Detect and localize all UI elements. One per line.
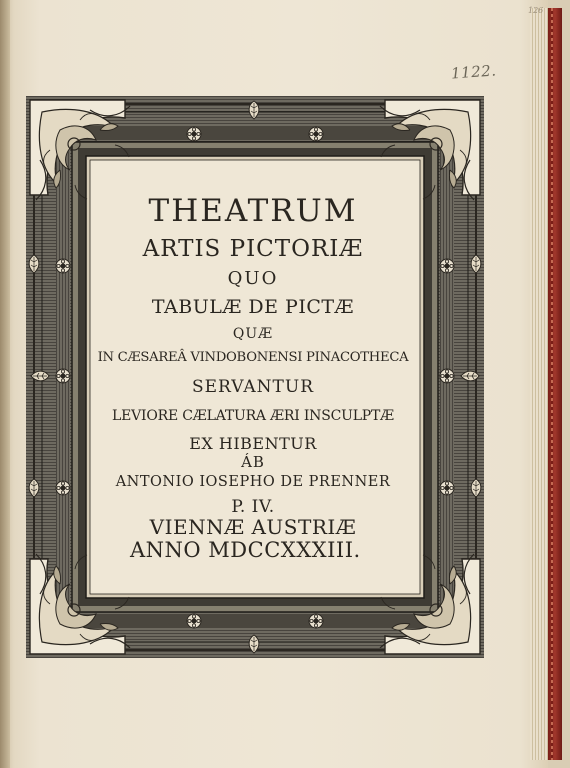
title-line-servantur: SERVANTUR: [192, 377, 314, 397]
title-line-author: ANTONIO IOSEPHO DE PRENNER: [115, 474, 391, 490]
page-edges: [530, 8, 548, 760]
title-line-tabulae: TABULÆ DE PICTÆ: [151, 296, 355, 318]
title-line-quae: QUÆ: [232, 326, 274, 342]
title-line-artis-pictoriae: ARTIS PICTORIÆ: [142, 236, 364, 262]
title-line-ab: ÁB: [241, 453, 265, 471]
title-line-caelatura: LEVIORE CÆLATURA ÆRI INSCULPTÆ: [112, 408, 394, 424]
title-line-part: P. IV.: [231, 497, 275, 517]
book-cover-edge: [548, 8, 562, 760]
page-number: 126: [528, 6, 544, 15]
title-line-theatrum: THEATRUM: [148, 193, 358, 229]
title-line-place: VIENNÆ AUSTRIÆ: [149, 515, 357, 539]
page-gutter: [0, 0, 10, 768]
shelf-mark: 1122.: [450, 61, 498, 83]
title-line-exhibentur: EX HIBENTUR: [189, 434, 317, 453]
title-line-year: ANNO MDCCXXXIII.: [130, 538, 361, 562]
title-page-text: [94, 163, 412, 587]
title-line-quo: QUO: [227, 268, 279, 289]
title-line-pinacotheca: IN CÆSAREÂ VINDOBONENSI PINACOTHECA: [97, 350, 409, 365]
